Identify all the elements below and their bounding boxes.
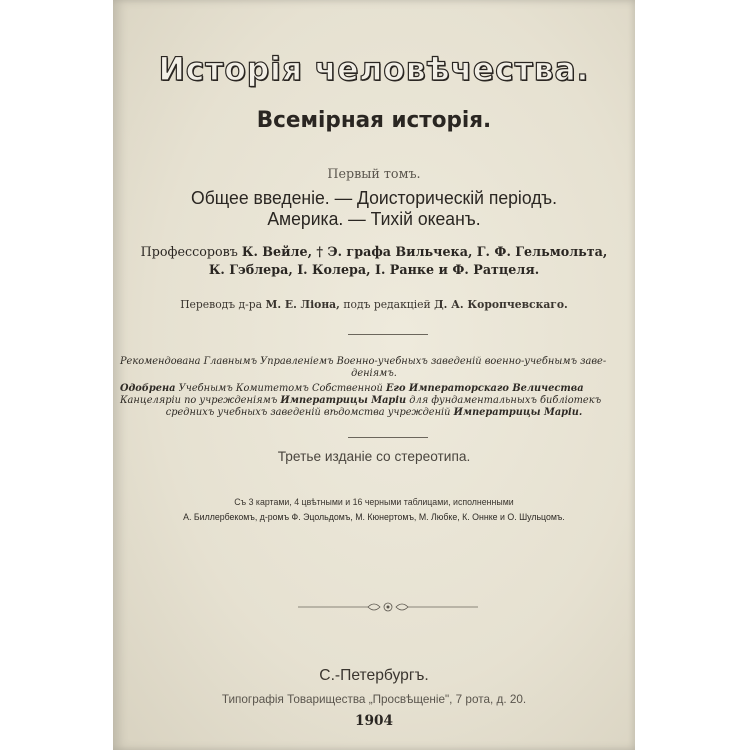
maps-line-1: Съ 3 картами, 4 цвѣтными и 16 черными таблицами, исполненными xyxy=(234,497,514,507)
recommendation-text-1: Рекомендована Главнымъ Управленіемъ Военно-учебныхъ заведеній военно-учебнымъ заве- xyxy=(119,356,607,367)
editor-name: Д. А. Коропчевскаго. xyxy=(434,298,568,311)
authors-prefix: Профессоровъ xyxy=(140,245,238,260)
approval-line-3 xyxy=(119,407,629,418)
ornament-divider xyxy=(298,600,478,614)
translation-text-1: Переводъ д-ра xyxy=(180,298,263,311)
recommendation-line-1 xyxy=(120,356,630,367)
divider-top xyxy=(348,334,428,335)
approval-text-2: Канцеляріи по учрежденіямъ xyxy=(119,395,278,406)
edition-line: Третье изданіе со стереотипа. xyxy=(277,448,471,464)
approval-majesty: Его Императорскаго Величества xyxy=(385,383,584,394)
book-subtitle: Всемірная исторія. xyxy=(256,108,492,133)
approval-line-2 xyxy=(120,395,630,406)
maps-line-2: А. Биллербекомъ, д-ромъ Ф. Эцольдомъ, М. Кюнертомъ, М. Любке, К. Оннке и О. Шульцомъ. xyxy=(183,512,565,522)
book-title: Исторія человѣчества. xyxy=(158,50,590,88)
translation-line xyxy=(119,298,629,311)
approval-empress-2: Императрицы Маріи. xyxy=(453,407,583,418)
authors-names-2: К. Гэблера, І. Колера, І. Ранке и Ф. Ратцеля. xyxy=(208,263,540,278)
approval-text-3: для фундаментальныхъ библіотекъ xyxy=(409,395,602,406)
approval-empress-1: Императрицы Маріи xyxy=(280,395,407,406)
volume-label: Первый томъ. xyxy=(327,167,421,182)
recommendation-line-1b xyxy=(119,368,629,379)
recommendation-text-1b: деніямъ. xyxy=(351,368,397,379)
translation-text-2: подъ редакціей xyxy=(343,298,431,311)
approval-word: Одобрена xyxy=(119,383,176,394)
authors-line-2 xyxy=(119,263,629,278)
contents-line-1: Общее введеніе. — Доисторическій періодъ. xyxy=(191,188,557,208)
divider-bottom xyxy=(348,437,428,438)
approval-text-1: Учебнымъ Комитетомъ Собственной xyxy=(178,383,383,394)
translator-name: М. Е. Ліона, xyxy=(265,298,340,311)
contents-line-2: Америка. — Тихій океанъ. xyxy=(267,209,481,229)
title-page xyxy=(113,0,635,750)
press-line: Типографія Товарищества „Просвѣщеніе", 7 рота, д. 20. xyxy=(221,692,527,706)
city-line: С.-Петербургъ. xyxy=(319,667,429,684)
authors-line-1 xyxy=(119,245,629,260)
approval-text-4: среднихъ учебныхъ заведеній вѣдомства учрежденій xyxy=(165,407,451,418)
approval-line-1 xyxy=(120,383,630,394)
authors-names-1: К. Вейле, † Э. графа Вильчека, Г. Ф. Гельмольта, xyxy=(241,245,608,260)
year-line: 1904 xyxy=(354,713,394,729)
